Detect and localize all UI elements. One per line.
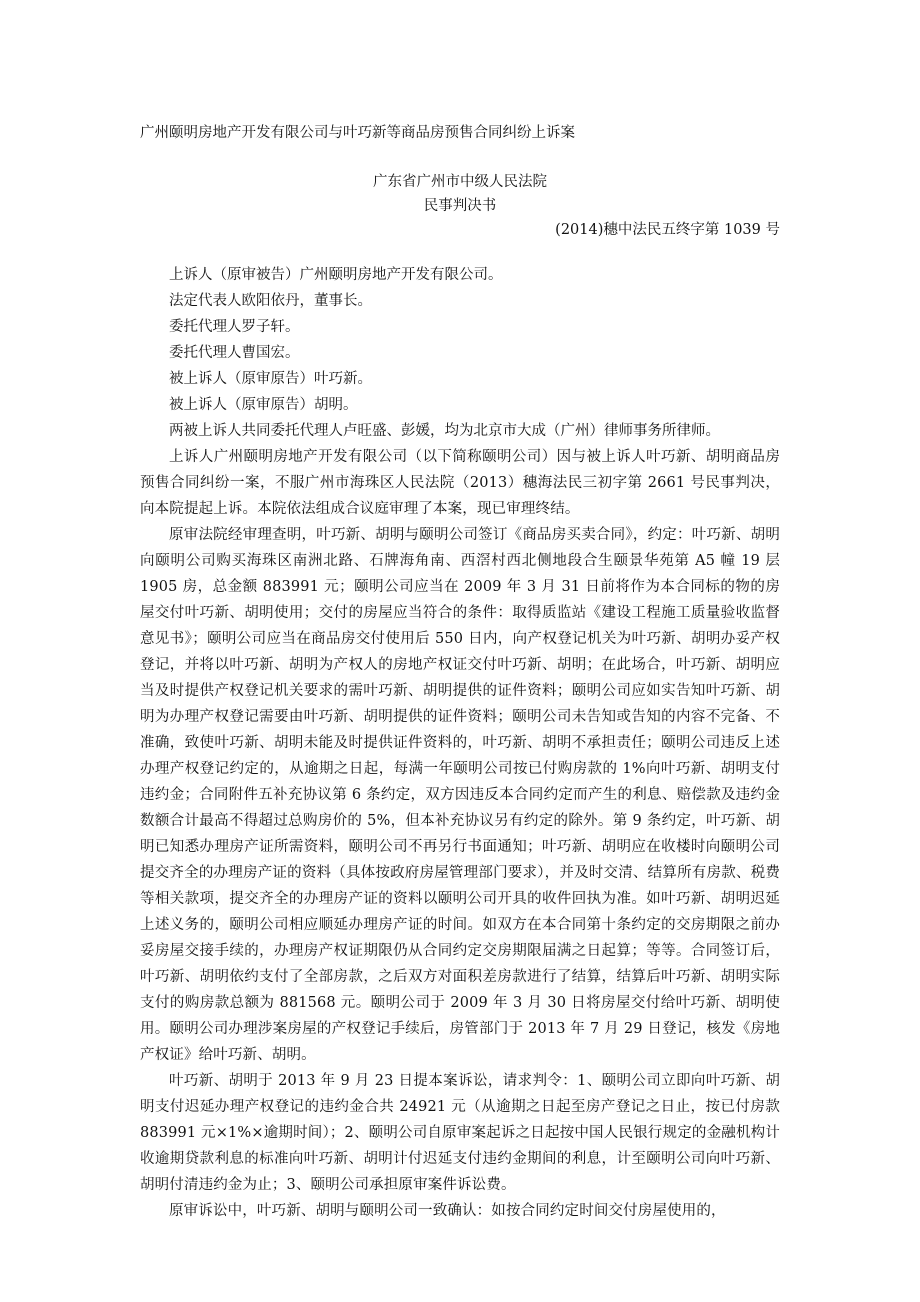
party-line: 被上诉人（原审原告）胡明。 bbox=[169, 397, 358, 413]
body-paragraph: 上诉人广州颐明房地产开发有限公司（以下简称颐明公司）因与被上诉人叶巧新、胡明商品房预售合同纠纷一案，不服广州市海珠区人民法院（2013）穗海法民三初字第 2661 号民事判决，向本院提起上诉。本院依法组成合议庭审理了本案，现已审理终结。 bbox=[140, 449, 780, 517]
case-number: (2014)穗中法民五终字第 1039 号 bbox=[555, 222, 780, 238]
party-line: 法定代表人欧阳依丹，董事长。 bbox=[169, 293, 372, 309]
parties-list bbox=[140, 262, 780, 444]
court-name: 广东省广州市中级人民法院 bbox=[373, 174, 547, 190]
party-line: 上诉人（原审被告）广州颐明房地产开发有限公司。 bbox=[169, 267, 503, 283]
body-paragraph: 原审诉讼中，叶巧新、胡明与颐明公司一致确认：如按合同约定时间交付房屋使用的， bbox=[169, 1203, 726, 1219]
party-line: 被上诉人（原审原告）叶巧新。 bbox=[169, 371, 372, 387]
party-line: 两被上诉人共同委托代理人卢旺盛、彭媛，均为北京市大成（广州）律师事务所律师。 bbox=[169, 423, 720, 439]
judgment-document bbox=[140, 121, 780, 1224]
case-title: 广州颐明房地产开发有限公司与叶巧新等商品房预售合同纠纷上诉案 bbox=[140, 125, 575, 141]
body-paragraph: 原审法院经审理查明，叶巧新、胡明与颐明公司签订《商品房买卖合同》，约定：叶巧新、胡明向颐明公司购买海珠区南洲北路、石牌海角南、西滘村西北侧地段合生颐景华苑第 A5 幢 19 层 1905 房，总金额 883991 元；颐明公司应当在 2009 年 3 月 31 日前将作为本合同标的物的房屋交付叶巧新、胡明使用；交付的房屋应当符合的条件：取得质监站《建设工程施工质量验收监督意见书》；颐明公司应当在商品房交付使用后 550 日内，向产权登记机关为叶巧新、胡明办妥产权登记，并将以叶巧新、胡明为产权人的房地产权证交付叶巧新、胡明；在此场合，叶巧新、胡明应当及时提供产权登记机关要求的需叶巧新、胡明提供的证件资料；颐明公司应如实告知叶巧新、胡明为办理产权登记需要由叶巧新、胡明提供的证件资料；颐明公司未告知或告知的内容不完备、不准确，致使叶巧新、胡明未能及时提供证件资料的，叶巧新、胡明不承担责任；颐明公司违反上述办理产权登记约定的，从逾期之日起，每满一年颐明公司按已付购房款的 1%向叶巧新、胡明支付违约金；合同附件五补充协议第 6 条约定，双方因违反本合同约定而产生的利息、赔偿款及违约金数额合计最高不得超过总购房价的 5%，但本补充协议另有约定的除外。第 9 条约定，叶巧新、胡明已知悉办理房产证所需资料，颐明公司不再另行书面通知；叶巧新、胡明应在收楼时向颐明公司提交齐全的办理房产证的资料（具体按政府房屋管理部门要求），并及时交清、结算所有房款、税费等相关款项，提交齐全的办理房产证的资料以颐明公司开具的收件回执为准。如叶巧新、胡明迟延上述义务的，颐明公司相应顺延办理房产证的时间。如双方在本合同第十条约定的交房期限之前办妥房屋交接手续的，办理房产权证期限仍从合同约定交房期限届满之日起算；等等。合同签订后，叶巧新、胡明依约支付了全部房款，之后双方对面积差房款进行了结算，结算后叶巧新、胡明实际支付的购房款总额为 881568 元。颐明公司于 2009 年 3 月 30 日将房屋交付给叶巧新、胡明使用。颐明公司办理涉案房屋的产权登记手续后，房管部门于 2013 年 7 月 29 日登记，核发《房地产权证》给叶巧新、胡明。 bbox=[140, 527, 780, 1063]
body-paragraph: 叶巧新、胡明于 2013 年 9 月 23 日提本案诉讼，请求判令：1、颐明公司立即向叶巧新、胡明支付迟延办理产权登记的违约金合共 24921 元（从逾期之日起至房产登记之日止，按已付房款 883991 元×1%×逾期时间）；2、颐明公司自原审案起诉之日起按中国人民银行规定的金融机构计收逾期贷款利息的标准向叶巧新、胡明计付迟延支付违约金期间的利息，计至颐明公司向叶巧新、胡明付清违约金为止；3、颐明公司承担原审案件诉讼费。 bbox=[140, 1073, 780, 1193]
party-line: 委托代理人罗子轩。 bbox=[169, 319, 300, 335]
party-line: 委托代理人曹国宏。 bbox=[169, 345, 300, 361]
document-type: 民事判决书 bbox=[423, 198, 497, 214]
